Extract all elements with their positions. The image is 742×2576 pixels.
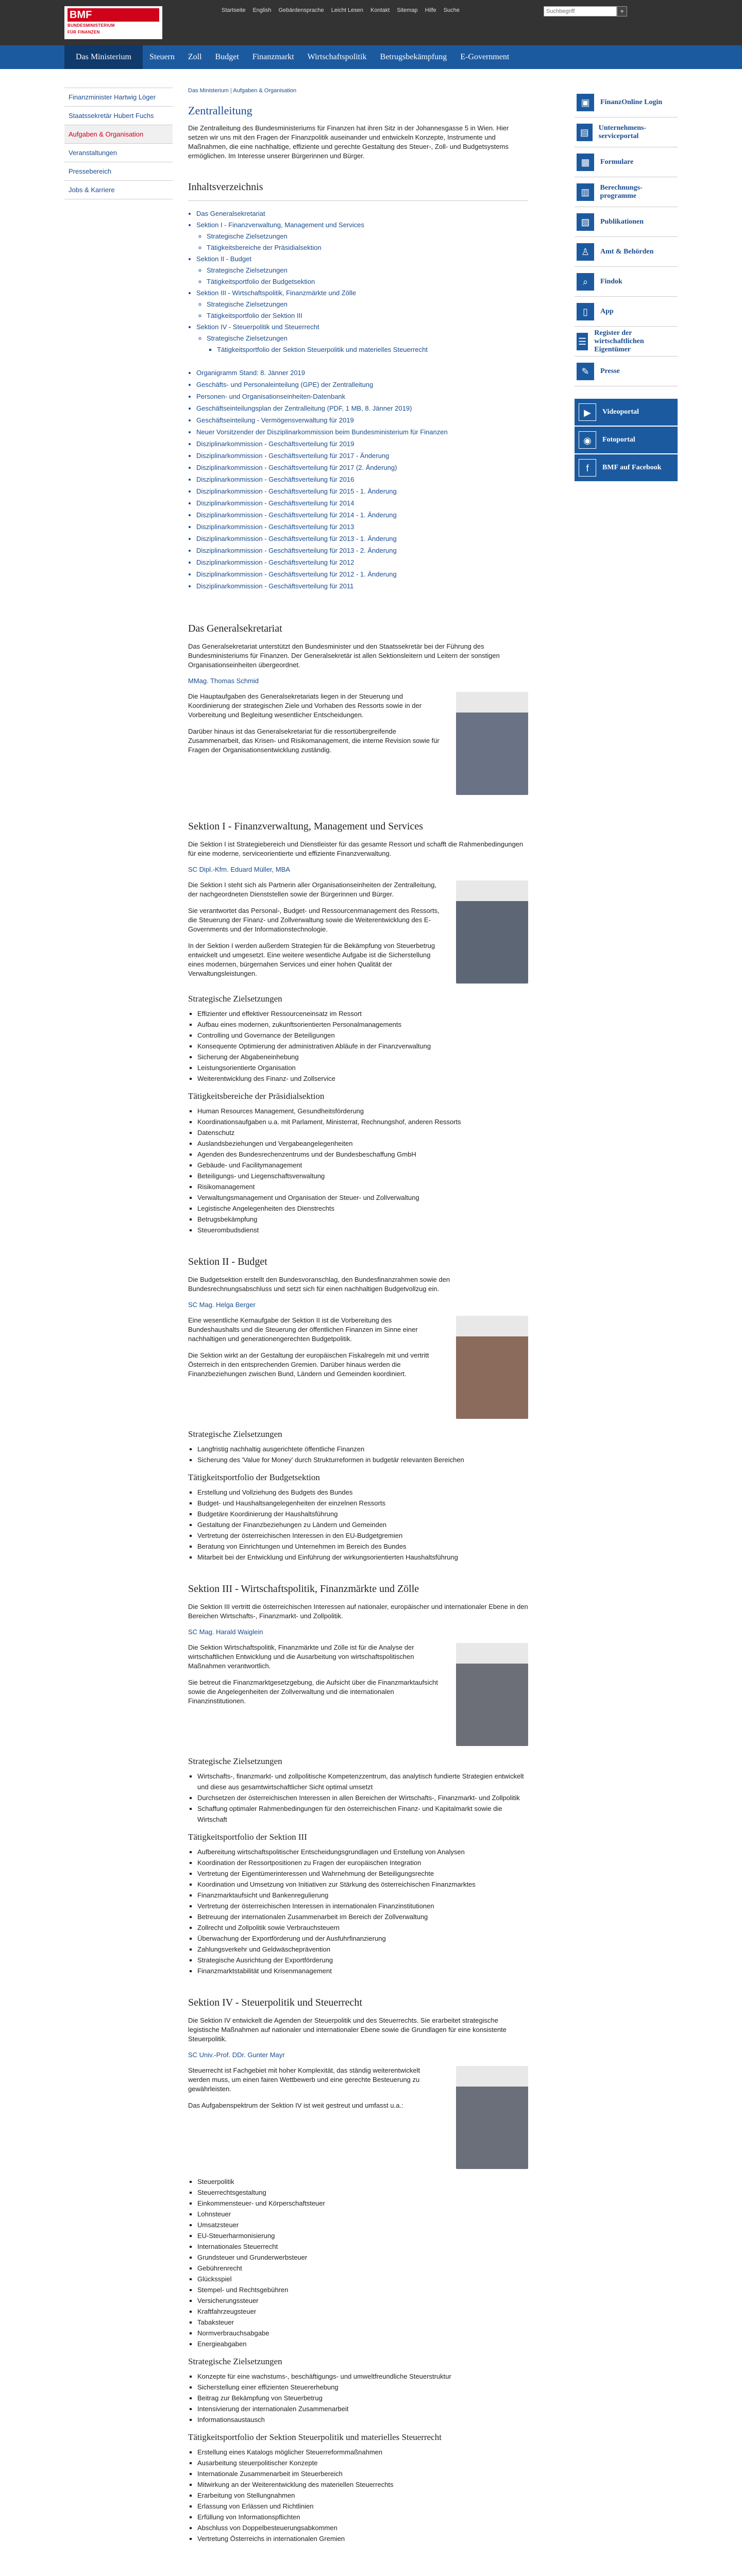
portrait-photo — [456, 692, 528, 795]
section-lead: Die Sektion IV entwickelt die Agenden der Steuerpolitik und des Steuerrechts. Sie erarbeitet strategische legistische Maßnahmen auf nationaler und internationaler Ebene sowie die Grundlagen für eine konsistente Steuerpolitik. — [188, 2016, 507, 2043]
section-text — [188, 2066, 441, 2110]
section-text — [188, 1643, 441, 1706]
list-item: ▪ Vertretung der österreichischen Interessen in internationalen Finanzinstitutionen — [197, 1901, 528, 1911]
bmf-logo[interactable] — [64, 6, 162, 39]
section-paragraph: In der Sektion I werden außerdem Strategien für die Bekämpfung von Steuerbetrug entwickelt und umgesetzt. Eine weitere wesentliche Aufgabe ist die Sicherstellung eines modernen, bürgernahen Services und einer hohen Qualität der Verwaltungsleistungen. — [188, 942, 435, 977]
list-item: ▪ Betreuung der internationalen Zusammenarbeit im Bereich der Zollverwaltung — [197, 1911, 528, 1922]
list-item: ▪ EU-Steuerharmonisierung — [197, 2230, 528, 2241]
section-row — [188, 1316, 528, 1424]
rail-link[interactable] — [575, 297, 678, 327]
top-link[interactable]: Kontakt — [370, 7, 390, 13]
toc-item[interactable]: ◦ Tätigkeitsportfolio der Budgetsektion — [207, 276, 528, 287]
top-bar — [0, 0, 742, 45]
list-item: ▪ Abschluss von Doppelbesteuerungsabkommen — [197, 2522, 528, 2533]
list-item: ▪ Koordinationsaufgaben u.a. mit Parlament, Ministerrat, Rechnungshof, anderen Ressorts — [197, 1116, 528, 1127]
rail-label: Formulare — [600, 158, 634, 166]
top-link[interactable]: Leicht Lesen — [331, 7, 363, 13]
list-item: ▪ Erarbeitung von Stellungnahmen — [197, 2490, 528, 2501]
goals-title: Strategische Zielsetzungen — [188, 1429, 282, 1439]
list-item: ▪ Finanzmarktaufsicht und Bankenregulierung — [197, 1890, 528, 1901]
document-link[interactable]: • Disziplinarkommission - Geschäftsverteilung für 2013 - 2. Änderung — [196, 545, 528, 556]
rail-label: Publikationen — [600, 217, 644, 226]
list-item: ▪ Agenden des Bundesrechenzentrums und der Bundesbeschaffung GmbH — [197, 1149, 528, 1160]
section-paragraph: Die Sektion wirkt an der Gestaltung der europäischen Fiskalregeln mit und vertritt Österreich in den entsprechenden Gremien. Darüber hinaus werden die Finanzbeziehungen zwischen Bund, Ländern und Gemeinden koordiniert. — [188, 1351, 429, 1378]
list-item: ▪ Intensivierung der internationalen Zusammenarbeit — [197, 2403, 528, 2414]
rail-icon: ▥ — [577, 183, 594, 201]
toc-item[interactable]: ◦ Strategische Zielsetzungen — [207, 299, 528, 310]
list-item: ▪ Erlassung von Erlässen und Richtlinien — [197, 2501, 528, 2512]
rail-label: Fotoportal — [602, 436, 635, 444]
document-link[interactable]: • Organigramm Stand: 8. Jänner 2019 — [196, 367, 528, 379]
rail-link[interactable] — [575, 147, 678, 177]
document-link[interactable]: • Disziplinarkommission - Geschäftsverteilung für 2017 - Änderung — [196, 450, 528, 462]
list-item: ▪ Aufbereitung wirtschaftspolitischer Entscheidungsgrundlagen und Erstellung von Analysen — [197, 1846, 528, 1857]
rail-label: App — [600, 307, 614, 315]
section-paragraph: Sie verantwortet das Personal-, Budget- und Ressourcenmanagement des Ressorts, die Steuerung der Finanz- und Zollverwaltung sowie die Weiterentwicklung des E-Governments und der Informationstechnologie. — [188, 907, 440, 933]
toc-item[interactable]: ▪ Tätigkeitsportfolio der Sektion Steuerpolitik und materielles Steuerrecht — [217, 344, 528, 355]
section-paragraph: Die Sektion I steht sich als Partnerin aller Organisationseinheiten der Zentralleitung, der nachgeordneten Dienststellen sowie der Bürgerinnen und Bürger. — [188, 881, 436, 898]
portfolio-list — [188, 2447, 528, 2544]
main-navigation — [0, 45, 742, 69]
goals-title: Strategische Zielsetzungen — [188, 994, 282, 1004]
sidebar-item[interactable]: Veranstaltungen — [64, 144, 173, 162]
section-lead: Das Generalsekretariat unterstützt den Bundesminister und den Staatssekretär bei der Führung des Bundesministeriums für Finanzen. Der Generalsekretär ist allen Sektionsleitern und Leitern der sonstigen Organisationseinheiten übergeordnet. — [188, 642, 500, 669]
portfolio-title: Tätigkeitsportfolio der Sektion Steuerpolitik und materielles Steuerrecht — [188, 2432, 442, 2442]
section-title: Sektion III - Wirtschaftspolitik, Finanzmärkte und Zölle — [188, 1583, 419, 1595]
top-link[interactable]: Gebärdensprache — [278, 7, 324, 13]
list-item: ▪ Einkommensteuer- und Körperschaftsteuer — [197, 2198, 528, 2209]
search-form — [544, 6, 627, 16]
toc-item[interactable]: • Sektion II - Budget — [196, 253, 528, 265]
main-content — [188, 88, 528, 2551]
rail-link[interactable] — [575, 327, 678, 357]
table-of-contents — [188, 200, 528, 355]
list-item: ▪ Leistungsorientierte Organisation — [197, 1062, 528, 1073]
list-item: ▪ Konsequente Optimierung der administrativen Abläufe in der Finanzverwaltung — [197, 1041, 528, 1052]
toc-item[interactable]: • Sektion IV - Steuerpolitik und Steuerrecht — [196, 321, 528, 333]
breadcrumb — [188, 88, 528, 94]
rail-icon: ♙ — [577, 243, 594, 261]
list-item: ▪ Betrugsbekämpfung — [197, 1214, 528, 1225]
section-title: Sektion IV - Steuerpolitik und Steuerrecht — [188, 1997, 362, 2008]
head-name-link[interactable]: SC Mag. Harald Waiglein — [188, 1628, 263, 1636]
page-title: Zentralleitung — [188, 104, 252, 117]
page-body — [0, 69, 742, 2576]
document-link[interactable]: • Disziplinarkommission - Geschäftsverteilung für 2015 - 1. Änderung — [196, 485, 528, 497]
rail-icon: ▧ — [577, 213, 594, 231]
portfolio-title: Tätigkeitsportfolio der Budgetsektion — [188, 1472, 320, 1482]
list-item: ▪ Zahlungsverkehr und Geldwäscheprävention — [197, 1944, 528, 1955]
section-text — [188, 1316, 441, 1379]
rail-label: Berechnungs-programme — [600, 183, 643, 200]
document-link[interactable]: • Disziplinarkommission - Geschäftsverteilung für 2019 — [196, 438, 528, 450]
document-link[interactable]: • Disziplinarkommission - Geschäftsverteilung für 2013 — [196, 521, 528, 533]
portrait-photo — [456, 2066, 528, 2169]
list-item: ▪ Risikomanagement — [197, 1181, 528, 1192]
rail-label: FinanzOnline Login — [600, 98, 663, 106]
list-item: ▪ Auslandsbeziehungen und Vergabeangelegenheiten — [197, 1138, 528, 1149]
section-title: Sektion I - Finanzverwaltung, Management und Services — [188, 821, 423, 832]
rail-link[interactable] — [575, 207, 678, 237]
rail-icon: ⌕ — [577, 273, 594, 291]
rail-media-link[interactable] — [575, 427, 678, 454]
portrait-photo — [456, 1643, 528, 1746]
list-item: ▪ Sicherstellung einer effizienten Steuererhebung — [197, 2382, 528, 2393]
list-item: ▪ Informationsaustausch — [197, 2414, 528, 2425]
search-input[interactable] — [544, 6, 617, 16]
rail-icon: ✎ — [577, 363, 594, 380]
portrait-photo — [456, 880, 528, 984]
list-item: ▪ Koordination und Umsetzung von Initiativen zur Stärkung des österreichischen Finanzmarktes — [197, 1879, 528, 1890]
top-link[interactable]: Sitemap — [397, 7, 418, 13]
document-link[interactable]: • Disziplinarkommission - Geschäftsverteilung für 2013 - 1. Änderung — [196, 533, 528, 545]
list-item: ▪ Sicherung des 'Value for Money' durch Strukturreformen in budgetär relevanten Bereichen — [197, 1454, 528, 1465]
list-item: ▪ Umsatzsteuer — [197, 2219, 528, 2230]
responsibility-list — [188, 2176, 528, 2349]
toc-item[interactable]: ◦ Strategische Zielsetzungen — [207, 231, 528, 242]
list-item: ▪ Grundsteuer und Grunderwerbsteuer — [197, 2252, 528, 2263]
rail-icon: ▣ — [577, 94, 594, 111]
list-item: ▪ Mitwirkung an der Weiterentwicklung des materiellen Steuerrechts — [197, 2479, 528, 2490]
list-item: ▪ Energieabgaben — [197, 2338, 528, 2349]
list-item: ▪ Gebäude- und Facilitymanagement — [197, 1160, 528, 1171]
rail-label: Amt & Behörden — [600, 247, 654, 256]
list-item: ▪ Weiterentwicklung des Finanz- und Zollservice — [197, 1073, 528, 1084]
list-item: ▪ Zollrecht und Zollpolitik sowie Verbrauchsteuern — [197, 1922, 528, 1933]
section-paragraph: Die Hauptaufgaben des Generalsekretariats liegen in der Steuerung und Koordinierung der strategischen Ziele und Vorhaben des Ressorts sowie in der Vorbereitung und Begleitung wesentlicher Entscheidungen. — [188, 692, 422, 719]
list-item: ▪ Vertretung der österreichischen Interessen in den EU-Budgetgremien — [197, 1530, 528, 1541]
nav-item[interactable]: Budget — [215, 53, 239, 61]
list-item: ▪ Verwaltungsmanagement und Organisation der Steuer- und Zollverwaltung — [197, 1192, 528, 1203]
toc-title: Inhaltsverzeichnis — [188, 181, 263, 193]
nav-item[interactable]: E-Government — [460, 53, 510, 61]
rail-label: Presse — [600, 367, 620, 375]
portrait-photo — [456, 1316, 528, 1419]
list-item: ▪ Vertretung der Eigentümerinteressen und Wahrnehmung der Beteiligungsrechte — [197, 1868, 528, 1879]
goals-list — [188, 1444, 528, 1465]
breadcrumb-separator: | — [230, 88, 232, 94]
nav-item[interactable]: Betrugsbekämpfung — [380, 53, 447, 61]
list-item: ▪ Human Resources Management, Gesundheitsförderung — [197, 1106, 528, 1116]
head-name-link[interactable]: SC Dipl.-Kfm. Eduard Müller, MBA — [188, 866, 290, 873]
document-list — [188, 367, 528, 592]
list-item: ▪ Schaffung optimaler Rahmenbedingungen für den österreichischen Finanz- und Kapitalmarkt sowie die Wirtschaft — [197, 1803, 528, 1825]
document-link[interactable]: • Disziplinarkommission - Geschäftsverteilung für 2016 — [196, 473, 528, 485]
sidebar — [64, 88, 173, 199]
goals-title: Strategische Zielsetzungen — [188, 1756, 282, 1766]
section-row — [188, 2066, 528, 2174]
rail-icon: ▯ — [577, 303, 594, 320]
list-item: ▪ Gestaltung der Finanzbeziehungen zu Ländern und Gemeinden — [197, 1519, 528, 1530]
rail-media-link[interactable] — [575, 454, 678, 482]
portfolio-title: Tätigkeitsbereiche der Präsidialsektion — [188, 1091, 325, 1101]
list-item: ▪ Beratung von Einrichtungen und Unternehmen im Bereich des Bundes — [197, 1541, 528, 1552]
section-text — [188, 880, 441, 978]
section-paragraph: Eine wesentliche Kernaufgabe der Sektion II ist die Vorbereitung des Bundeshaushalts und die Steuerung der öffentlichen Finanzen im Sinne einer nachhaltigen und generationengerechten Budgetpolitik. — [188, 1316, 418, 1343]
list-item: ▪ Ausarbeitung steuerpolitischer Konzepte — [197, 2458, 528, 2468]
goals-list — [188, 1771, 528, 1825]
top-links — [222, 7, 460, 13]
rail-link[interactable] — [575, 117, 678, 147]
toc-item[interactable]: • Sektion I - Finanzverwaltung, Management und Services — [196, 219, 528, 231]
list-item: ▪ Langfristig nachhaltig ausgerichtete öffentliche Finanzen — [197, 1444, 528, 1454]
goals-list — [188, 1008, 528, 1084]
list-item: ▪ Tabaksteuer — [197, 2317, 528, 2328]
list-item: ▪ Lohnsteuer — [197, 2209, 528, 2219]
document-link[interactable]: • Personen- und Organisationseinheiten-Datenbank — [196, 391, 528, 402]
sidebar-item[interactable]: Finanzminister Hartwig Löger — [64, 88, 173, 107]
rail-spacer — [575, 386, 678, 399]
list-item: ▪ Controlling und Governance der Beteiligungen — [197, 1030, 528, 1041]
section-block — [188, 1997, 528, 2544]
list-item: ▪ Steuerrechtsgestaltung — [197, 2187, 528, 2198]
section-block — [188, 1256, 528, 1563]
list-item: ▪ Koordination der Ressortpositionen zu Fragen der europäischen Integration — [197, 1857, 528, 1868]
list-item: ▪ Kraftfahrzeugsteuer — [197, 2306, 528, 2317]
section-title: Das Generalsekretariat — [188, 623, 282, 634]
media-icon: ▶ — [579, 403, 596, 421]
goals-title: Strategische Zielsetzungen — [188, 2357, 282, 2366]
list-item: ▪ Versicherungssteuer — [197, 2295, 528, 2306]
toc-item[interactable]: • Sektion III - Wirtschaftspolitik, Finanzmärkte und Zölle — [196, 287, 528, 299]
list-item: ▪ Normverbrauchsabgabe — [197, 2328, 528, 2338]
list-item: ▪ Gebührenrecht — [197, 2263, 528, 2274]
list-item: ▪ Erstellung eines Katalogs möglicher Steuerreformmaßnahmen — [197, 2447, 528, 2458]
list-item: ▪ Datenschutz — [197, 1127, 528, 1138]
intro-text: Die Zentralleitung des Bundesministeriums für Finanzen hat ihren Sitz in der Johannesgasse 5 in Wien. Hier setzen wir uns mit den Fragen der Finanzpolitik auseinander und entwickeln Konzepte, Instrumente und Maßnahmen, die eine nachhaltige, effiziente und gerechte Gestaltung des Steuer-, Zoll- und Budgetsystems ermöglichen. Im Interesse unserer Bürgerinnen und Bürger. — [188, 124, 509, 160]
document-link[interactable]: • Geschäftseinteilungsplan der Zentralleitung (PDF, 1 MB, 8. Jänner 2019) — [196, 402, 528, 414]
list-item: ▪ Internationales Steuerrecht — [197, 2241, 528, 2252]
rail-media-link[interactable] — [575, 399, 678, 427]
list-item: ▪ Mitarbeit bei der Entwicklung und Einführung der wirkungsorientierten Haushaltsführung — [197, 1552, 528, 1563]
section-title: Sektion II - Budget — [188, 1256, 267, 1267]
list-item: ▪ Erfüllung von Informationspflichten — [197, 2512, 528, 2522]
rail-label: Videoportal — [602, 408, 639, 416]
list-item: ▪ Internationale Zusammenarbeit im Steuerbereich — [197, 2468, 528, 2479]
document-link[interactable]: • Disziplinarkommission - Geschäftsverteilung für 2011 — [196, 580, 528, 592]
section-lead: Die Sektion III vertritt die österreichischen Interessen auf nationaler, europäischer und internationaler Ebene in den Bereichen Wirtschafts-, Finanzmarkt- und Zollpolitik. — [188, 1603, 528, 1620]
media-icon: f — [579, 459, 596, 477]
breadcrumb-current: Aufgaben & Organisation — [233, 88, 297, 94]
list-item: ▪ Überwachung der Exportförderung und der Ausfuhrfinanzierung — [197, 1933, 528, 1944]
document-link[interactable]: • Geschäfts- und Personaleinteilung (GPE) der Zentralleitung — [196, 379, 528, 391]
media-icon: ◉ — [579, 431, 596, 449]
head-name-link[interactable]: SC Univ.-Prof. DDr. Gunter Mayr — [188, 2051, 285, 2059]
list-item: ▪ Durchsetzen der österreichischen Interessen in allen Bereichen der Wirtschafts-, Finanzmarkt- und Zollpolitik — [197, 1792, 528, 1803]
portfolio-list — [188, 1846, 528, 1976]
right-rail — [575, 88, 678, 482]
document-link[interactable]: • Disziplinarkommission - Geschäftsverteilung für 2012 - 1. Änderung — [196, 568, 528, 580]
section-paragraph: Darüber hinaus ist das Generalsekretariat für die ressortübergreifende Zusammenarbeit, das Krisen- und Risikomanagement, die interne Revision sowie für Fragen der Organisationsentwicklung zuständig. — [188, 727, 440, 754]
list-item: ▪ Legistische Angelegenheiten des Dienstrechts — [197, 1203, 528, 1214]
list-item: ▪ Konzepte für eine wachstums-, beschäftigungs- und umweltfreundliche Steuerstruktur — [197, 2371, 528, 2382]
logo-acronym: BMF — [68, 8, 159, 22]
rail-link[interactable] — [575, 177, 678, 207]
rail-link[interactable] — [575, 357, 678, 386]
breadcrumb-root[interactable]: Das Ministerium — [188, 88, 229, 94]
toc-item[interactable]: ◦ Tätigkeitsbereiche der Präsidialsektion — [207, 242, 528, 253]
top-link[interactable]: English — [252, 7, 272, 13]
document-link[interactable]: • Neuer Vorsitzender der Disziplinarkommission beim Bundesministerium für Finanzen — [196, 426, 528, 438]
list-item: ▪ Steuerpolitik — [197, 2176, 528, 2187]
head-name-link[interactable]: MMag. Thomas Schmid — [188, 677, 259, 685]
document-link[interactable]: • Geschäftseinteilung - Vermögensverwaltung für 2019 — [196, 414, 528, 426]
goals-list — [188, 2371, 528, 2425]
document-link[interactable]: • Disziplinarkommission - Geschäftsverteilung für 2017 (2. Änderung) — [196, 462, 528, 473]
list-item: ▪ Stempel- und Rechtsgebühren — [197, 2284, 528, 2295]
rail-link[interactable] — [575, 88, 678, 117]
section-paragraph: Sie betreut die Finanzmarktgesetzgebung, die Aufsicht über die Finanzmarktaufsicht sowie die Angelegenheiten der Zollverwaltung und die internationalen Finanzinstitutionen. — [188, 1679, 438, 1705]
section-row — [188, 692, 528, 800]
section-paragraph: Das Aufgabenspektrum der Sektion IV ist weit gestreut und umfasst u.a.: — [188, 2102, 403, 2109]
toc-item[interactable]: ◦ Strategische Zielsetzungen — [207, 333, 528, 344]
list-item: ▪ Budgetäre Koordinierung der Haushaltsführung — [197, 1509, 528, 1519]
top-link[interactable]: Startseite — [222, 7, 246, 13]
nav-item[interactable]: Wirtschaftspolitik — [307, 53, 367, 61]
section-row — [188, 880, 528, 989]
section-paragraph: Steuerrecht ist Fachgebiet mit hoher Komplexität, das ständig weiterentwickelt werden muss, um einen fairen Wettbewerb und eine gerechte Besteuerung zu gewährleisten. — [188, 2066, 420, 2093]
toc-item[interactable]: • Das Generalsekretariat — [196, 208, 528, 219]
top-link[interactable]: Suche — [443, 7, 460, 13]
section-lead: Die Sektion I ist Strategiebereich und Dienstleister für das gesamte Ressort und schafft die Rahmenbedingungen für eine moderne, serviceorientierte und effiziente Finanzverwaltung. — [188, 840, 524, 857]
list-item: ▪ Aufbau eines modernen, zukunftsorientierten Personalmanagements — [197, 1019, 528, 1030]
nav-item[interactable]: Steuern — [149, 53, 175, 61]
nav-item[interactable]: Zoll — [188, 53, 202, 61]
document-link[interactable]: • Disziplinarkommission - Geschäftsverteilung für 2012 — [196, 556, 528, 568]
list-item: ▪ Finanzmarktstabilität und Krisenmanagement — [197, 1965, 528, 1976]
top-link[interactable]: Hilfe — [425, 7, 436, 13]
section-row — [188, 1643, 528, 1751]
rail-label: Register der wirtschaftlichen Eigentümer — [594, 329, 644, 353]
list-item: ▪ Steuerombudsdienst — [197, 1225, 528, 1235]
portfolio-title: Tätigkeitsportfolio der Sektion III — [188, 1832, 307, 1842]
portfolio-list — [188, 1106, 528, 1235]
rail-label: BMF auf Facebook — [602, 464, 662, 471]
section-lead: Die Budgetsektion erstellt den Bundesvoranschlag, den Bundesfinanzrahmen sowie den Bundesrechnungsabschluss und setzt sich für einen nachhaltigen Budgetvollzug ein. — [188, 1276, 450, 1293]
section-block — [188, 821, 528, 1235]
logo-line-1: BUNDESMINISTERIUM — [68, 23, 115, 28]
rail-link[interactable] — [575, 267, 678, 297]
sections-container — [188, 623, 528, 2544]
rail-label: Findok — [600, 277, 622, 285]
sidebar-item[interactable]: Aufgaben & Organisation — [64, 125, 173, 144]
list-item: ▪ Beteiligungs- und Liegenschaftsverwaltung — [197, 1171, 528, 1181]
rail-link[interactable] — [575, 237, 678, 267]
list-item: ▪ Strategische Ausrichtung der Exportförderung — [197, 1955, 528, 1965]
list-item: ▪ Budget- und Haushaltsangelegenheiten der einzelnen Ressorts — [197, 1498, 528, 1509]
list-item: ▪ Wirtschafts-, finanzmarkt- und zollpolitische Kompetenzzentrum, das analytisch fundierte Strategien entwickelt und diese aus gesamtwirtschaftlicher Sicht optimal umsetzt — [197, 1771, 528, 1792]
list-item: ▪ Sicherung der Abgabeneinhebung — [197, 1052, 528, 1062]
nav-item[interactable]: Das Ministerium — [64, 45, 143, 69]
document-link[interactable]: • Disziplinarkommission - Geschäftsverteilung für 2014 — [196, 497, 528, 509]
sidebar-item[interactable]: Jobs & Karriere — [64, 181, 173, 199]
rail-icon: ▤ — [577, 124, 593, 141]
list-item: ▪ Effizienter und effektiver Ressourceneinsatz im Ressort — [197, 1008, 528, 1019]
logo-line-2: FÜR FINANZEN — [68, 30, 100, 35]
nav-item[interactable]: Finanzmarkt — [252, 53, 294, 61]
list-item: ▪ Erstellung und Vollziehung des Budgets des Bundes — [197, 1487, 528, 1498]
portfolio-list — [188, 1487, 528, 1563]
search-button[interactable]: » — [617, 6, 627, 16]
sidebar-item[interactable]: Staatssekretär Hubert Fuchs — [64, 107, 173, 125]
document-link[interactable]: • Disziplinarkommission - Geschäftsverteilung für 2014 - 1. Änderung — [196, 509, 528, 521]
toc-item[interactable]: ◦ Tätigkeitsportfolio der Sektion III — [207, 310, 528, 321]
section-text — [188, 692, 441, 755]
rail-icon: ☰ — [577, 333, 588, 350]
head-name-link[interactable]: SC Mag. Helga Berger — [188, 1301, 256, 1309]
section-block — [188, 1583, 528, 1976]
list-item: ▪ Vertretung Österreichs in internationalen Gremien — [197, 2533, 528, 2544]
list-item: ▪ Beitrag zur Bekämpfung von Steuerbetrug — [197, 2393, 528, 2403]
section-paragraph: Die Sektion Wirtschaftspolitik, Finanzmärkte und Zölle ist für die Analyse der wirtschaftlichen Entwicklung und die Ausarbeitung von wirtschaftspolitischen Maßnahmen verantwortlich. — [188, 1643, 414, 1670]
sidebar-item[interactable]: Pressebereich — [64, 162, 173, 181]
rail-icon: ▦ — [577, 154, 594, 171]
section-block — [188, 623, 528, 800]
rail-label: Unternehmens-serviceportal — [598, 124, 647, 140]
toc-item[interactable]: ◦ Strategische Zielsetzungen — [207, 265, 528, 276]
list-item: ▪ Glücksspiel — [197, 2274, 528, 2284]
